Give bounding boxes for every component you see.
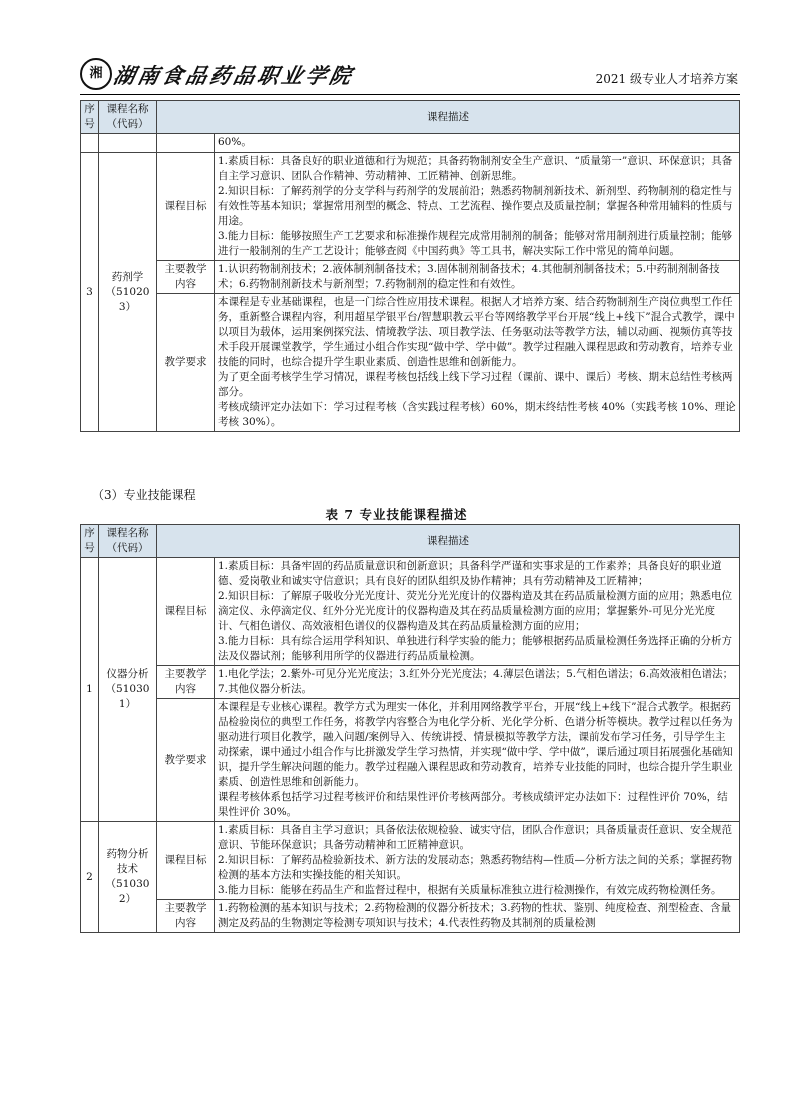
page-header <box>80 58 740 95</box>
req-item: 本课程是专业基础课程，也是一门综合性应用技术课程。根据人才培养方案、结合药物制剂生产岗位典型工作任务，重新整合课程内容，利用超星学银平台/智慧职教云平台等网络教学平台开展“线上+线下”混合式教学，课中以项目为载体，运用案例探究法、情境教学法、项目教学法、任务驱动法等教学方法，辅以动画、视频仿真等技术手段开展课堂教学，学生通过小组合作实现“做中学、学中做”。教学过程融入课程思政和劳动教育，培养专业技能的同时，也综合提升学生职业素质、创造性思维和创新能力。 <box>218 296 735 368</box>
goal-item: 1.素质目标：具备良好的职业道德和行为规范；具备药物制剂安全生产意识、“质量第一”意识、环保意识；具备自主学习意识、团队合作精神、劳动精神、工匠精神、创新思维。 <box>218 155 733 182</box>
req-item: 为了更全面考核学生学习情况，课程考核包括线上线下学习过程（课前、课中、课后）考核、期末总结性考核两部分。 <box>218 371 733 398</box>
document-title: 2021 级专业人才培养方案 <box>595 72 738 86</box>
carry-over-text: 60%。 <box>215 134 740 153</box>
core-course-table <box>80 100 740 432</box>
course-name-cell <box>99 153 157 432</box>
header-seq: 序号 <box>81 525 99 558</box>
course-name-cell <box>99 558 157 822</box>
header-seq: 序号 <box>81 101 99 134</box>
content-cell: 1.电化学法；2.紫外-可见分光光度法；3.红外分光光度法；4.薄层色谱法；5.气相色谱法；6.高效液相色谱法；7.其他仪器分析法。 <box>215 666 740 699</box>
course-name: 药剂学 <box>111 270 144 283</box>
seq-cell: 1 <box>81 558 99 822</box>
goal-item: 2.知识目标：了解原子吸收分光光度计、荧光分光光度计的仪器构造及其在药品质量检测方面的应用；熟悉电位滴定仪、永停滴定仪、红外分光光度计的仪器构造及其在药品质量检测方面的应用；掌握紫外-可见分光光度计、气相色谱仪、高效液相色谱仪的仪器构造及其在药品质量检测方面的应用； <box>218 590 733 632</box>
req-label: 教学要求 <box>157 699 215 822</box>
table-caption: 表 7 专业技能课程描述 <box>325 507 468 522</box>
seq-cell: 3 <box>81 153 99 432</box>
content-cell: 1.药物检测的基本知识与技术；2.药物检测的仪器分析技术；3.药物的性状、鉴别、纯度检查、剂型检查、含量测定及药品的生物测定等检测专项知识与技术；4.代表性药物及其制剂的质量检测 <box>215 900 740 933</box>
school-name: 湖南食品药品职业学院 <box>111 63 357 88</box>
content-label: 主要教学内容 <box>157 261 215 294</box>
header-desc: 课程描述 <box>157 101 740 134</box>
goal-item: 3.能力目标：具有综合运用学科知识、单独进行科学实验的能力；能够根据药品质量检测任务选择正确的分析方法及仪器试剂；能够利用所学的仪器进行药品质量检测。 <box>218 635 733 662</box>
goal-item: 1.素质目标：具备牢固的药品质量意识和创新意识；具备科学严谨和实事求是的工作素养；具备良好的职业道德、爱岗敬业和诚实守信意识；具有良好的团队组织及协作精神；具有劳动精神及工匠精神； <box>218 560 722 587</box>
section-heading: （3）专业技能课程 <box>92 488 196 502</box>
req-item: 本课程是专业核心课程。教学方式为理实一体化，并利用网络教学平台，开展“线上+线下”混合式教学。根据药品检验岗位的典型工作任务，将教学内容整合为电化学分析、光化学分析、色谱分析等模块。教学过程以任务为驱动进行项目化教学，融入问题/案例导入、传统讲授、情景模拟等教学方法，课前发布学习任务，引导学生主动探索，课中通过小组合作与比拼激发学生学习热情，并实现“做中学、学中做”，课后通过项目拓展强化基础知识，提升学生解决问题的能力。教学过程融入课程思政和劳动教育，培养专业技能的同时，也综合提升学生职业素质、创造性思维和创新能力。 <box>218 701 733 788</box>
header-course: 课程名称（代码） <box>99 101 157 134</box>
course-name: 药物分析技术 <box>106 848 149 875</box>
goal-item: 1.素质目标：具备自主学习意识；具备依法依规检验、诚实守信，团队合作意识；具备质量责任意识、安全规范意识、节能环保意识；具备劳动精神和工匠精神意识。 <box>218 824 733 851</box>
goals-cell <box>215 822 740 900</box>
req-cell <box>215 294 740 432</box>
course-code: （510203） <box>105 285 150 313</box>
goal-item: 3.能力目标：能够按照生产工艺要求和标准操作规程完成常用制剂的制备；能够对常用制剂进行质量控制；能够进行一般制剂的生产工艺设计；能够查阅《中国药典》等工具书，解决实际工作中常见的简单问题。 <box>218 230 733 257</box>
goals-cell <box>215 153 740 261</box>
header-desc: 课程描述 <box>157 525 740 558</box>
goals-label: 课程目标 <box>157 822 215 900</box>
goals-cell <box>215 558 740 666</box>
school-logo: 湘 <box>80 58 112 90</box>
goal-item: 2.知识目标：了解药剂学的分支学科与药剂学的发展前沿；熟悉药物制剂新技术、新剂型、药物制剂的稳定性与有效性等基本知识；掌握常用剂型的概念、特点、工艺流程、操作要点及质量控制；掌握各种常用辅料的性质与用途。 <box>218 185 733 227</box>
goals-label: 课程目标 <box>157 153 215 261</box>
req-item: 课程考核体系包括学习过程考核评价和结果性评价考核两部分。考核成绩评定办法如下：过程性评价 70%，结果性评价 30%。 <box>218 791 728 818</box>
content-cell: 1.认识药物制剂技术；2.液体制剂制备技术；3.固体制剂制备技术；4.其他制剂制备技术；5.中药制剂制备技术；6.药物制剂新技术与新剂型；7.药物制剂的稳定性和有效性。 <box>215 261 740 294</box>
goals-label: 课程目标 <box>157 558 215 666</box>
req-item: 考核成绩评定办法如下：学习过程考核（含实践过程考核）60%，期末终结性考核 40%（实践考核 10%、理论考核 30%）。 <box>218 401 736 428</box>
header-course: 课程名称（代码） <box>99 525 157 558</box>
goal-item: 2.知识目标：了解药品检验新技术、新方法的发展动态；熟悉药物结构—性质—分析方法之间的关系；掌握药物检测的基本方法和实操技能的相关知识。 <box>218 854 733 881</box>
content-label: 主要教学内容 <box>157 900 215 933</box>
req-cell <box>215 699 740 822</box>
content-label: 主要教学内容 <box>157 666 215 699</box>
course-name-cell <box>99 822 157 933</box>
course-code: （510302） <box>105 878 150 905</box>
seq-cell: 2 <box>81 822 99 933</box>
course-code: （510301） <box>105 683 150 710</box>
skills-course-table <box>80 524 740 933</box>
course-name: 仪器分析 <box>106 668 149 680</box>
goal-item: 3.能力目标：能够在药品生产和监督过程中，根据有关质量标准独立进行检测操作，有效完成药物检测任务。 <box>218 884 722 896</box>
req-label: 教学要求 <box>157 294 215 432</box>
